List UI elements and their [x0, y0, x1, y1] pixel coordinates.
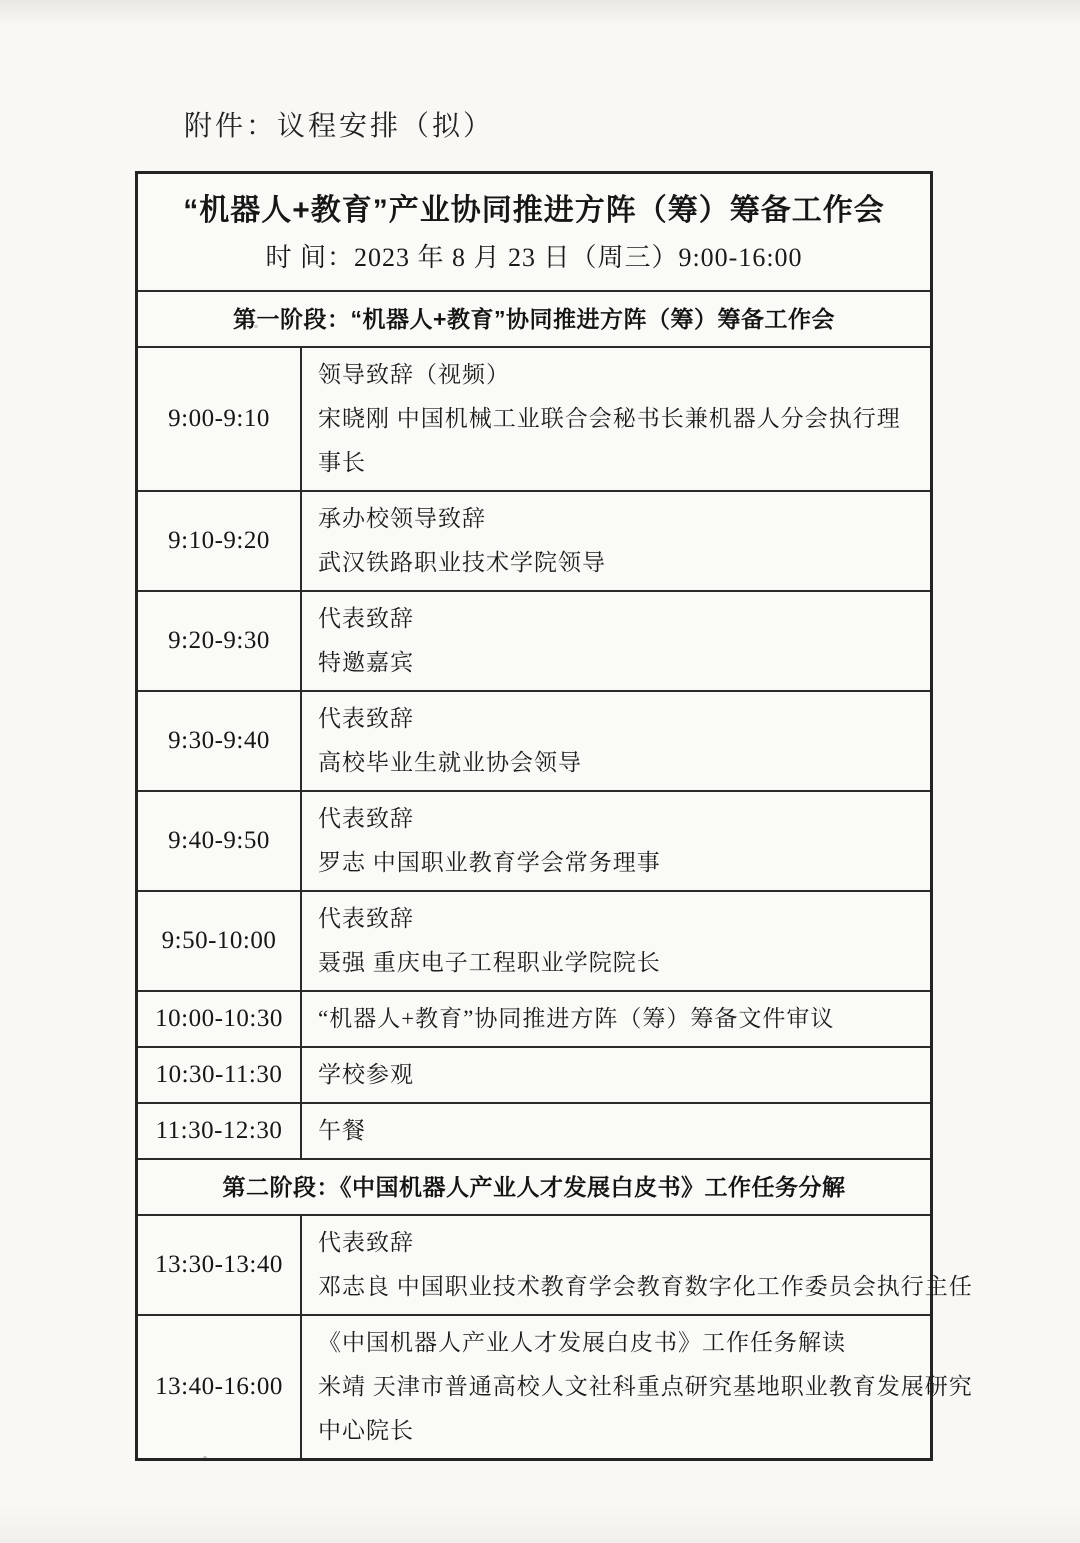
- attachment-label: 附件：议程安排（拟）: [184, 111, 495, 142]
- agenda-row: [138, 990, 930, 1046]
- time-cell: 10:00-10:30: [138, 992, 302, 1046]
- agenda-time-line: 时 间：2023 年 8 月 23 日（周三）9:00-16:00: [265, 243, 803, 272]
- content-cell: [302, 1104, 930, 1158]
- time-cell: 9:50-10:00: [138, 892, 302, 990]
- content-line: 领导致辞（视频）: [318, 362, 510, 387]
- time-cell: 11:30-12:30: [138, 1104, 302, 1158]
- content-line: 午餐: [318, 1118, 366, 1143]
- content-line: 宋晓刚 中国机械工业联合会秘书长兼机器人分会执行理: [318, 406, 901, 431]
- content-line: 承办校领导致辞: [318, 506, 486, 531]
- time-cell: 13:40-16:00: [138, 1316, 302, 1458]
- agenda-row: [138, 1214, 973, 1314]
- agenda-row: [138, 1046, 930, 1102]
- content-cell: [302, 692, 930, 790]
- content-cell: [302, 592, 930, 690]
- content-line: “机器人+教育”协同推进方阵（筹）筹备文件审议: [318, 1006, 835, 1031]
- content-line: 代表致辞: [318, 606, 414, 631]
- content-cell: [302, 792, 930, 890]
- time-cell: 13:30-13:40: [138, 1216, 302, 1314]
- content-line: 代表致辞: [318, 706, 414, 731]
- section-header-1: 第一阶段：“机器人+教育”协同推进方阵（筹）筹备工作会: [138, 290, 930, 346]
- content-line: 学校参观: [318, 1062, 414, 1087]
- agenda-row: [138, 1102, 930, 1158]
- content-line: 特邀嘉宾: [318, 650, 414, 675]
- content-line: 聂强 重庆电子工程职业学院院长: [318, 950, 661, 975]
- content-cell: [302, 492, 930, 590]
- content-cell: [302, 348, 930, 490]
- content-cell: [302, 1048, 930, 1102]
- agenda-row: [138, 346, 930, 490]
- agenda-table: [135, 171, 973, 1461]
- content-line: 武汉铁路职业技术学院领导: [318, 550, 606, 575]
- time-cell: 10:30-11:30: [138, 1048, 302, 1102]
- scan-shadow-bottom: [0, 1503, 1080, 1543]
- time-cell: 9:10-9:20: [138, 492, 302, 590]
- content-line: 米靖 天津市普通高校人文社科重点研究基地职业教育发展研究: [318, 1374, 973, 1399]
- time-cell: 9:00-9:10: [138, 348, 302, 490]
- content-line: 邓志良 中国职业技术教育学会教育数字化工作委员会执行主任: [318, 1274, 973, 1299]
- content-line: 《中国机器人产业人才发展白皮书》工作任务解读: [318, 1330, 846, 1355]
- agenda-table-head: [138, 174, 930, 290]
- time-cell: 9:20-9:30: [138, 592, 302, 690]
- content-line: 代表致辞: [318, 906, 414, 931]
- content-line: 中心院长: [318, 1418, 414, 1443]
- scan-shadow-top: [0, 0, 1080, 26]
- content-line: 罗志 中国职业教育学会常务理事: [318, 850, 661, 875]
- content-cell: [302, 892, 930, 990]
- agenda-row: [138, 1314, 973, 1458]
- time-cell: 9:40-9:50: [138, 792, 302, 890]
- agenda-row: [138, 590, 930, 690]
- section-header-2: 第二阶段：《中国机器人产业人才发展白皮书》工作任务分解: [138, 1158, 930, 1214]
- agenda-body: [138, 290, 973, 1458]
- agenda-row: [138, 890, 930, 990]
- content-line: 代表致辞: [318, 1230, 414, 1255]
- agenda-row: [138, 690, 930, 790]
- content-cell: [302, 1316, 981, 1458]
- content-cell: [302, 1216, 981, 1314]
- agenda-title: “机器人+教育”产业协同推进方阵（筹）筹备工作会: [183, 194, 885, 227]
- content-cell: [302, 992, 930, 1046]
- time-cell: 9:30-9:40: [138, 692, 302, 790]
- content-line: 高校毕业生就业协会领导: [318, 750, 582, 775]
- agenda-row: [138, 790, 930, 890]
- agenda-row: [138, 490, 930, 590]
- content-line: 事长: [318, 450, 366, 475]
- content-line: 代表致辞: [318, 806, 414, 831]
